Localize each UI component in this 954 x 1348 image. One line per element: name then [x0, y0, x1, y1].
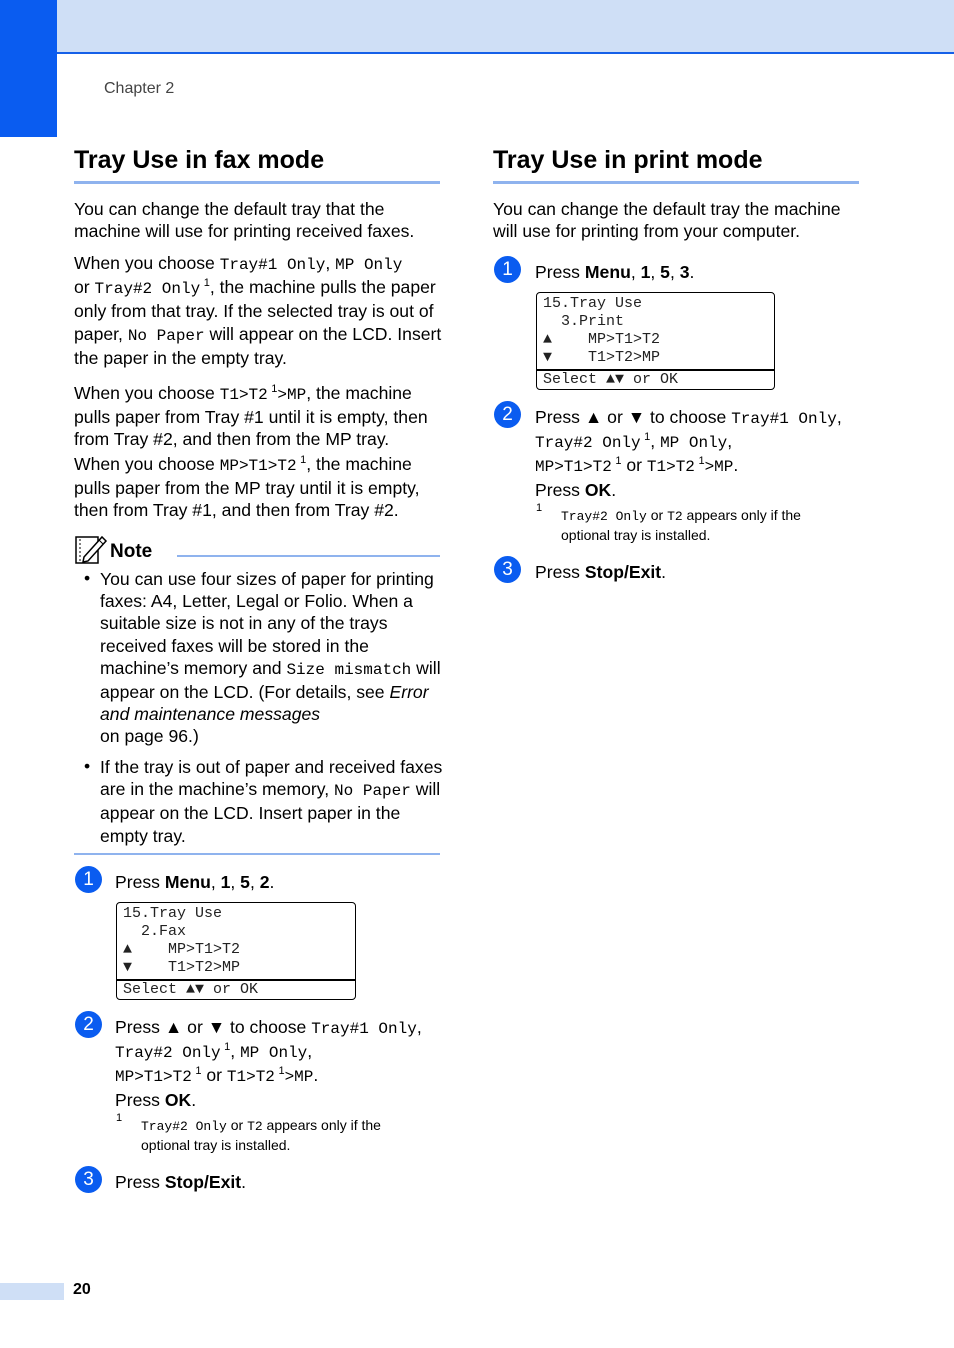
fax-para-choose-tray: When you choose Tray#1 Only, MP Only or Tray#2 Only $^1$, the machine pulls the paper only from that tray. If the selected tray is out of paper, No Paper will appear on the LCD. Insert the paper in the empty tray.: [74, 253, 442, 368]
fax-intro: You can change the default tray that the machine will use for printing received faxes.: [74, 199, 415, 242]
title-rule: [493, 181, 859, 184]
bullet-dot: •: [84, 756, 91, 776]
step-number-2: 2: [494, 401, 521, 428]
note-rule: [177, 555, 440, 557]
chapter-label: Chapter 2: [104, 80, 175, 97]
fax-footnote: Tray#2 Only or T2 appears only if the optional tray is installed.: [141, 1117, 381, 1153]
fax-para-t1t2mp: When you choose T1>T2 $^1$>MP, the machine pulls paper from Tray #1 until it is empty, then from Tray #2, and then from the MP tray.: [74, 383, 428, 450]
note-icon: [74, 533, 108, 565]
print-step3-text: Press Stop/Exit.: [535, 562, 667, 582]
lcd-display-fax: 15.Tray Use 2.Fax ▲ MP>T1>T2 ▼ T1>T2>MP Select ▲▼ or OK: [116, 902, 356, 1000]
note-end-rule: [74, 853, 440, 855]
step-number-1: 1: [75, 866, 102, 893]
section-title-fax: Tray Use in fax mode: [74, 146, 325, 174]
print-intro: You can change the default tray the machine will use for printing from your computer.: [493, 199, 841, 242]
title-rule: [74, 181, 440, 184]
lcd-display-print: 15.Tray Use 3.Print ▲ MP>T1>T2 ▼ T1>T2>MP Select ▲▼ or OK: [536, 292, 775, 390]
page-number: 20: [73, 1281, 91, 1298]
step-number-3: 3: [494, 556, 521, 583]
print-step2-text: Press ▲ or ▼ to choose Tray#1 Only, Tray#2 Only $^1$, MP Only, MP>T1>T2 $^1$ or T1>T2 $^1$>MP. Press OK.: [535, 407, 842, 500]
section-title-print: Tray Use in print mode: [493, 146, 763, 174]
fax-step2-text: Press ▲ or ▼ to choose Tray#1 Only, Tray#2 Only $^1$, MP Only, MP>T1>T2 $^1$ or T1>T2 $^1$>MP. Press OK.: [115, 1017, 422, 1110]
step-number-3: 3: [75, 1166, 102, 1193]
print-step1-text: Press Menu, 1, 5, 3.: [535, 262, 695, 282]
print-footnote: Tray#2 Only or T2 appears only if the optional tray is installed.: [561, 507, 801, 543]
page-number-bar: [0, 1283, 64, 1300]
note-title: Note: [110, 541, 153, 562]
bullet-dot: •: [84, 568, 91, 588]
note-item-out-of-paper: If the tray is out of paper and received faxes are in the machine’s memory, No Paper will appear on the LCD. Insert paper in the empty tray.: [100, 757, 443, 846]
footnote-mark: 1: [116, 1112, 123, 1124]
step-number-1: 1: [494, 256, 521, 283]
fax-step3-text: Press Stop/Exit.: [115, 1172, 247, 1192]
header-band: [0, 0, 954, 54]
chapter-tab: [0, 0, 57, 137]
note-item-paper-sizes: You can use four sizes of paper for printing faxes: A4, Letter, Legal or Folio. When a suitable size is not in any of the trays received faxes will be stored in the machine’s memory and Size mismatch will appear on the LCD. (For details, see Error and maintenance messages on page 96.): [100, 569, 441, 747]
footnote-mark: 1: [536, 502, 543, 514]
fax-step1-text: Press Menu, 1, 5, 2.: [115, 872, 275, 892]
step-number-2: 2: [75, 1011, 102, 1038]
fax-para-mpt1t2: When you choose MP>T1>T2 $^1$, the machine pulls paper from the MP tray until it is empty, then from Tray #1, and then from Tray #2.: [74, 454, 420, 521]
